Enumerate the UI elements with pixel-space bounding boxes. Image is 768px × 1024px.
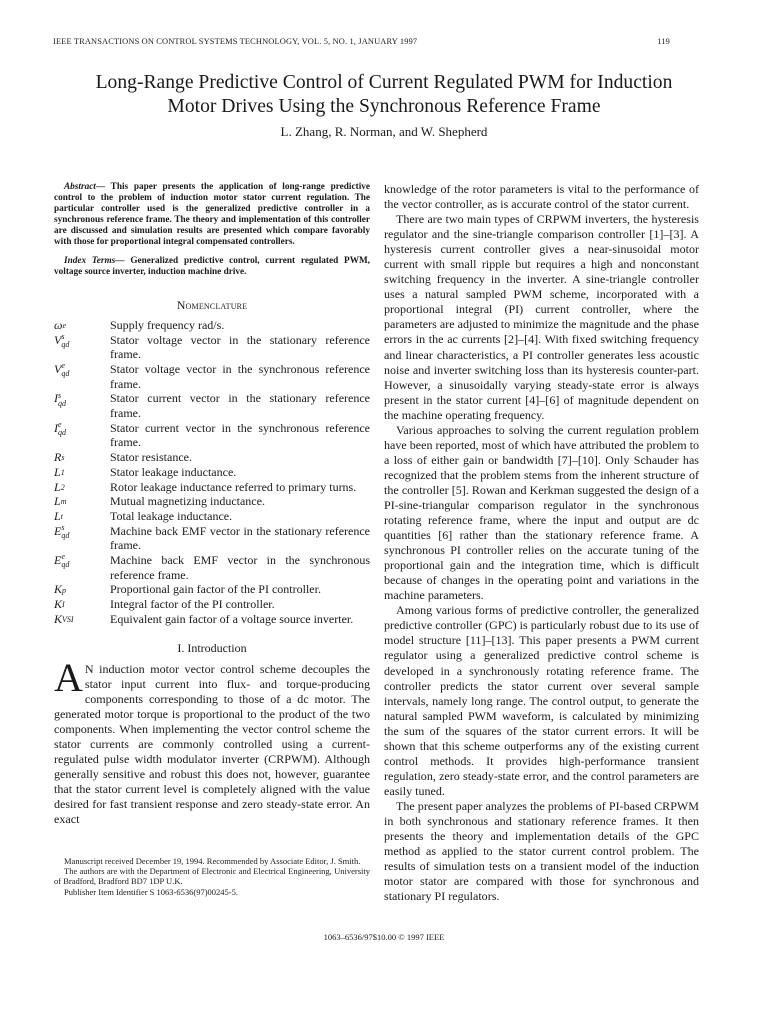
symbol-base: L <box>54 464 61 479</box>
nomenclature-definition: Rotor leakage inductance referred to primary turns. <box>110 479 357 494</box>
nomenclature-definition: Machine back EMF vector in the synchronous reference frame. <box>110 553 370 582</box>
symbol-subscript: qd <box>61 530 70 540</box>
nomenclature-symbol <box>54 553 110 582</box>
nomenclature-definition: Stator current vector in the synchronous reference frame. <box>110 420 370 450</box>
symbol-superscript: s <box>58 390 62 400</box>
nomenclature-definition: Stator leakage inductance. <box>110 464 237 479</box>
nomenclature-symbol <box>54 494 110 509</box>
title-line-1: Long-Range Predictive Control of Current Regulated PWM for Induction <box>95 72 673 93</box>
running-head <box>53 37 670 46</box>
nomenclature-symbol <box>54 524 110 553</box>
nomenclature-symbol <box>54 318 110 333</box>
nomenclature-definition: Stator voltage vector in the synchronous reference frame. <box>110 361 370 391</box>
nomenclature-heading: Nomenclature <box>176 297 248 312</box>
symbol-subscript: t <box>60 512 63 522</box>
body-paragraph: knowledge of the rotor parameters is vital to the performance of the vector controller, as is accurate control of the stator current. <box>384 182 699 212</box>
symbol-base: R <box>54 450 62 465</box>
symbol-base: E <box>54 553 62 568</box>
nomenclature-list <box>54 318 370 627</box>
abstract-text: This paper presents the application of long-range predictive control to the problem of induction motor stator current regulation. The particular controller used is the generalized predictive controller in a synchronous reference frame. The theory and implementation of this controller are discussed and simulation results are presented which compare favorably with those for proportional integral compensated controllers. <box>54 182 370 248</box>
body-paragraph: Among various forms of predictive controller, the generalized predictive controller (GPC) is particularly robust due to its use of model structure [11]–[13]. This paper presents a PWM current regulator using a generalized predictive control scheme is developed in a synchronously rotating reference frame. The controller predicts the stator current over several sample intervals, namely long range. The control output, to generate the natural sampled PWM waveform, is calculated by minimizing the sum of the squares of the stator current errors. It will be shown that this scheme outperforms any of the existing current control methods. It provides high-performance transient regulation, zero steady-state error, and the control parameters are easily tuned. <box>384 603 699 798</box>
symbol-subscript: p <box>62 585 67 595</box>
nomenclature-symbol <box>54 480 110 495</box>
symbol-base: V <box>54 332 62 347</box>
right-column <box>384 182 699 904</box>
symbol-subscript: qd <box>58 398 66 408</box>
symbol-base: K <box>54 611 63 626</box>
left-column <box>54 182 370 827</box>
symbol-base: I <box>54 391 58 406</box>
symbol-base: L <box>54 479 61 494</box>
nomenclature-definition: Equivalent gain factor of a voltage source inverter. <box>110 611 354 626</box>
nomenclature-definition: Stator current vector in the stationary reference frame. <box>110 391 370 421</box>
symbol-base: L <box>54 508 61 523</box>
nomenclature-definition: Proportional gain factor of the PI controller. <box>110 582 321 597</box>
nomenclature-definition: Supply frequency rad/s. <box>110 317 225 332</box>
symbol-superscript: e <box>58 419 62 429</box>
page-number: 119 <box>657 37 670 46</box>
nomenclature-definition: Integral factor of the PI controller. <box>110 597 275 612</box>
paper-title <box>40 71 728 119</box>
body-paragraph: The present paper analyzes the problems of PI-based CRPWM in both synchronous and stationary reference frames. It then presents the theory and implementation details of the GPC method as applied to the stator current control problem. The results of simulation tests on a transient model of the induction motor stator are compared with those for synchronous and stationary PI regulators. <box>384 798 699 904</box>
footnotes <box>54 856 370 897</box>
symbol-subscript: qd <box>61 560 70 570</box>
abstract-label: Abstract— <box>64 182 106 192</box>
index-terms <box>54 256 370 278</box>
intro-paragraph <box>54 654 370 828</box>
nomenclature-definition: Total leakage inductance. <box>110 508 233 523</box>
symbol-subscript: 1 <box>60 468 65 478</box>
footnote-manuscript: Manuscript received December 19, 1994. Recommended by Associate Editor, J. Smith. <box>64 856 361 866</box>
symbol-subscript: 2 <box>60 482 65 492</box>
nomenclature-symbol <box>54 582 110 597</box>
nomenclature-symbol <box>54 612 110 627</box>
symbol-base: K <box>54 582 63 597</box>
abstract <box>54 182 370 249</box>
body-paragraph: Various approaches to solving the current regulation problem have been reported, most of which have attributed the problem to a loss of either gain or bandwidth [7]–[10]. Only Schauder has recognized that the problem stems from the inherent structure of the controller [5]. Rowan and Kerkman suggested the design of a PI-sine-triangular comparison regulator in the synchronous rotating reference frame, where the input and output are dc quantities [6] rather than the stationary reference frame. A synchronous PI controller relies on the accurate tuning of the proportional gain and the integration time, which is difficult because of changes in the operating point and variations in the machine parameters. <box>384 422 699 603</box>
body-paragraph: There are two main types of CRPWM inverters, the hysteresis regulator and the sine-triangle comparison controller [1]–[3]. A hysteresis current controller gives a near-sinusoidal motor current with small ripple but requires a high and nonconstant switching frequency in the inverter. A sine-triangle controller uses a natural sampled PWM scheme, incorporated with a proportional integral (PI) current controller, where the parameters are adjusted to minimize the magnitude and the phase errors in the ac currents [2]–[4]. With fixed switching frequency and linear characteristics, a PI controller generates less acoustic noise and inverter switching loss than its hysteresis counter-part. However, a sinusoidally varying steady-state error is always present in the stator current [4]–[6] of magnitude dependent on the machine operating frequency. <box>384 212 699 422</box>
drop-cap: A <box>54 654 83 700</box>
title-line-2: Motor Drives Using the Synchronous Reference Frame <box>167 96 601 117</box>
nomenclature-symbol <box>54 362 110 391</box>
symbol-base: V <box>54 361 62 376</box>
index-terms-label: Index Terms— <box>64 255 125 266</box>
footnote-identifier: Publisher Item Identifier S 1063-6536(97)00245-5. <box>64 886 238 897</box>
nomenclature-symbol <box>54 465 110 480</box>
symbol-superscript: e <box>61 361 65 371</box>
journal-name: IEEE TRANSACTIONS ON CONTROL SYSTEMS TECHNOLOGY, VOL. 5, NO. 1, JANUARY 1997 <box>53 37 418 46</box>
nomenclature-symbol <box>54 421 110 450</box>
nomenclature-symbol <box>54 391 110 420</box>
index-terms-text: Generalized predictive control, current regulated PWM, voltage source inverter, induction machine drive. <box>54 255 370 277</box>
nomenclature-definition: Stator voltage vector in the stationary reference frame. <box>110 332 370 362</box>
symbol-subscript: qd <box>58 427 66 437</box>
nomenclature-symbol <box>54 450 110 465</box>
nomenclature-definition: Stator resistance. <box>110 450 192 465</box>
symbol-base: E <box>54 523 62 538</box>
symbol-base: ω <box>54 317 63 332</box>
author-list: L. Zhang, R. Norman, and W. Shepherd <box>280 124 488 139</box>
symbol-subscript: e <box>62 321 67 331</box>
introduction-heading: I. Introduction <box>177 640 247 655</box>
symbol-superscript: e <box>61 552 65 562</box>
symbol-subscript: I <box>62 600 65 610</box>
symbol-base: I <box>54 420 58 435</box>
intro-paragraph-text: N induction motor vector control scheme decouples the stator input current into flux- and torque-producing components corresponding to those of a dc motor. The generated motor torque is proportional to the product of the two components. When implementing the vector control scheme the stator currents are commonly controlled using a current-regulated pulse width modulator inverter (CRPWM). Although generally sensitive and robust this does not, however, guarantee that the stator current level is completely aligned with the value desired for fast transient response and zero steady-state error. An exact <box>54 661 370 827</box>
nomenclature-symbol <box>54 509 110 524</box>
symbol-subscript: s <box>61 453 65 463</box>
symbol-subscript: m <box>60 497 67 507</box>
symbol-base: K <box>54 597 63 612</box>
nomenclature-symbol <box>54 333 110 362</box>
symbol-subscript: VSI <box>62 615 74 625</box>
footnote-affiliation: The authors are with the Department of Electronic and Electrical Engineering, University of Bradford, Bradford BD7 1DP U.K. <box>54 866 370 887</box>
symbol-superscript: s <box>61 522 65 532</box>
symbol-superscript: s <box>61 331 65 341</box>
nomenclature-definition: Machine back EMF vector in the stationary reference frame. <box>110 523 370 553</box>
symbol-subscript: qd <box>61 339 70 349</box>
nomenclature-symbol <box>54 597 110 612</box>
symbol-base: L <box>54 494 61 509</box>
nomenclature-definition: Mutual magnetizing inductance. <box>110 494 265 509</box>
symbol-subscript: qd <box>61 369 70 379</box>
copyright-line: 1063–6536/97$10.00 © 1997 IEEE <box>323 932 445 942</box>
